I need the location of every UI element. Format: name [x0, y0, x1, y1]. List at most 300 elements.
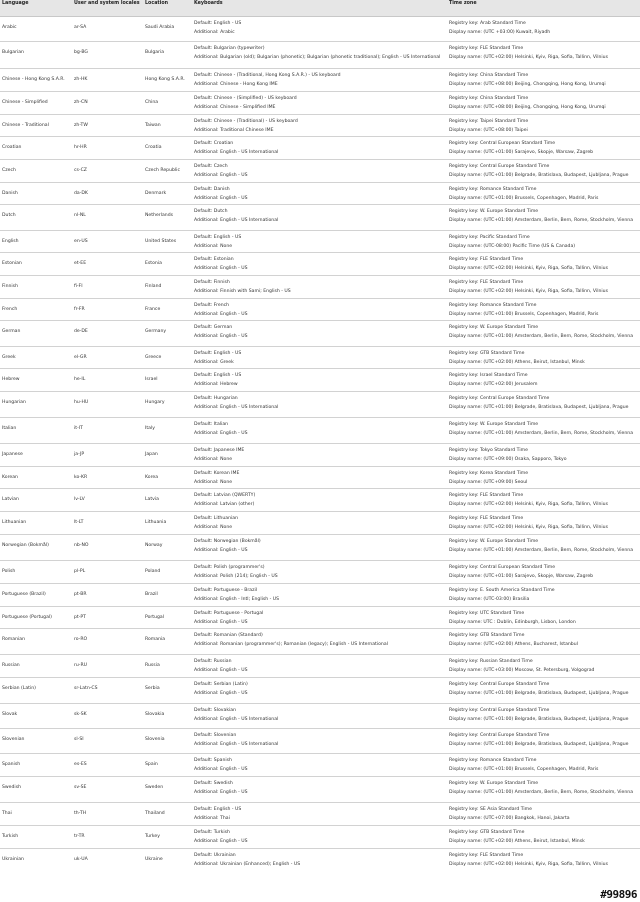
locale-code: da-DK: [74, 191, 88, 196]
locale-code: sl-SI: [74, 737, 84, 742]
timezone-display-name: Display name: (UTC+01:00) Sarajevo, Skopje, Warsaw, Zagreb: [449, 150, 594, 155]
locale-cell: [72, 69, 143, 92]
keyboards-cell: [192, 729, 447, 754]
table-row: [0, 160, 640, 183]
timezone-cell: [447, 69, 640, 92]
timezone-registry-key: Registry key: Central Europe Standard Time: [449, 733, 550, 738]
timezone-display-name: Display name: (UTC+01:00) Brussels, Copenhagen, Madrid, Paris: [449, 312, 599, 317]
keyboard-default: Default: Chinese - (Simplified) - US keyboard: [194, 96, 297, 101]
language-name: Thai: [2, 811, 12, 816]
locale-code: hu-HU: [74, 400, 89, 405]
location-cell: [143, 231, 192, 253]
keyboard-default: Default: Chinese - (Traditional, Hong Kong S.A.R.) - US keyboard: [194, 73, 341, 78]
keyboard-default: Default: English - US: [194, 373, 242, 378]
timezone-cell: [447, 849, 640, 872]
language-cell: [0, 92, 72, 115]
location-cell: [143, 69, 192, 92]
location-name: Sweden: [145, 785, 164, 790]
timezone-registry-key: Registry key: W. Europe Standard Time: [449, 781, 539, 786]
locale-code: nb-NO: [74, 543, 89, 548]
location-name: Poland: [145, 569, 161, 574]
keyboards-cell: [192, 17, 447, 42]
location-name: Portugal: [145, 615, 165, 620]
language-name: Chinese - Traditional: [2, 123, 49, 128]
locale-code: bg-BG: [74, 50, 88, 55]
timezone-display-name: Display name: (UTC+02:00) Athens, Bucharest, Istanbul: [449, 642, 578, 647]
language-cell: [0, 535, 72, 561]
language-name: Norwegian (Bokmål): [2, 543, 49, 548]
keyboards-cell: [192, 392, 447, 418]
timezone-registry-key: Registry key: Central Europe Standard Time: [449, 164, 550, 169]
location-cell: [143, 137, 192, 160]
locale-cell: [72, 276, 143, 299]
timezone-registry-key: Registry key: Romance Standard Time: [449, 303, 537, 308]
language-name: English: [2, 239, 19, 244]
keyboards-cell: [192, 777, 447, 803]
keyboard-default: Default: French: [194, 303, 230, 308]
language-name: Czech: [2, 168, 16, 173]
timezone-display-name: Display name: (UTC+02:00) Helsinki, Kyiv, Riga, Sofia, Tallinn, Vilnius: [449, 862, 608, 867]
locale-cell: [72, 299, 143, 321]
language-name: Korean: [2, 475, 18, 480]
keyboard-default: Default: Hungarian: [194, 396, 238, 401]
language-name: Finnish: [2, 284, 18, 289]
timezone-cell: [447, 678, 640, 704]
language-name: Ukrainian: [2, 857, 24, 862]
location-name: Israel: [145, 377, 158, 382]
header-keyboards: Keyboards: [192, 0, 447, 17]
location-name: Croatia: [145, 145, 162, 150]
language-cell: [0, 849, 72, 872]
location-name: Latvia: [145, 497, 159, 502]
language-cell: [0, 561, 72, 584]
keyboard-default: Default: Chinese - (Traditional) - US keyboard: [194, 119, 298, 124]
timezone-display-name: Display name: (UTC+08:00) Beijing, Chongqing, Hong Kong, Urumqi: [449, 82, 606, 87]
table-row: [0, 729, 640, 754]
keyboard-default: Default: English - US: [194, 807, 242, 812]
locale-code: lv-LV: [74, 497, 85, 502]
keyboard-default: Default: Italian: [194, 422, 229, 427]
locale-code: lt-LT: [74, 520, 84, 525]
locale-cell: [72, 777, 143, 803]
timezone-cell: [447, 369, 640, 392]
language-cell: [0, 183, 72, 205]
locale-code: ja-JP: [74, 452, 85, 457]
language-name: French: [2, 307, 18, 312]
timezone-registry-key: Registry key: China Standard Time: [449, 96, 529, 101]
keyboard-additional: Additional: English - US International: [194, 405, 279, 410]
header-timezone: Time zone: [447, 0, 640, 17]
keyboards-cell: [192, 69, 447, 92]
language-cell: [0, 655, 72, 678]
keyboard-additional: Additional: Latvian (other): [194, 502, 255, 507]
keyboard-additional: Additional: Ukrainian (Enhanced); English - US: [194, 862, 301, 867]
locale-code: ko-KR: [74, 475, 88, 480]
keyboard-additional: Additional: English - US: [194, 173, 248, 178]
timezone-display-name: Display name: (UTC+08:00) Taipei: [449, 128, 528, 133]
language-name: German: [2, 329, 21, 334]
language-cell: [0, 392, 72, 418]
table-row: [0, 369, 640, 392]
table-row: [0, 826, 640, 849]
timezone-display-name: Display name: (UTC+01:00) Amsterdam, Berlin, Bern, Rome, Stockholm, Vienna: [449, 334, 634, 339]
locale-cell: [72, 369, 143, 392]
location-name: Korea: [145, 475, 159, 480]
location-cell: [143, 299, 192, 321]
timezone-display-name: Display name: (UTC+01:00) Brussels, Copenhagen, Madrid, Paris: [449, 196, 599, 201]
timezone-registry-key: Registry key: Central European Standard Time: [449, 565, 556, 570]
keyboard-default: Default: Danish: [194, 187, 230, 192]
language-cell: [0, 276, 72, 299]
language-cell: [0, 777, 72, 803]
timezone-display-name: Display name: (UTC+02:00) Helsinki, Kyiv, Riga, Sofia, Tallinn, Vilnius: [449, 502, 608, 507]
keyboard-default: Default: Japanese IME: [194, 448, 245, 453]
timezone-registry-key: Registry key: Korea Standard Time: [449, 471, 529, 476]
locale-cell: [72, 347, 143, 369]
location-name: Czech Republic: [145, 168, 180, 173]
timezone-display-name: Display name: (UTC+08:00) Beijing, Chongqing, Hong Kong, Urumqi: [449, 105, 606, 110]
keyboard-default: Default: Serbian (Latin): [194, 682, 248, 687]
locale-cell: [72, 535, 143, 561]
table-row: [0, 678, 640, 704]
location-cell: [143, 444, 192, 467]
keyboard-default: Default: Latvian (QWERTY): [194, 493, 256, 498]
timezone-registry-key: Registry key: Israel Standard Time: [449, 373, 528, 378]
timezone-registry-key: Registry key: FLE Standard Time: [449, 853, 524, 858]
keyboard-default: Default: Bulgarian (typewriter): [194, 46, 265, 51]
timezone-cell: [447, 489, 640, 512]
table-row: [0, 183, 640, 205]
timezone-display-name: Display name: (UTC+01:00) Amsterdam, Berlin, Bern, Rome, Stockholm, Vienna: [449, 790, 634, 795]
watermark-label: #99896: [600, 888, 637, 901]
locale-code: pt-PT: [74, 615, 86, 620]
language-cell: [0, 115, 72, 137]
table-row: [0, 42, 640, 69]
timezone-registry-key: Registry key: FLE Standard Time: [449, 257, 524, 262]
language-name: Arabic: [2, 25, 17, 30]
locale-cell: [72, 826, 143, 849]
keyboard-default: Default: German: [194, 325, 233, 330]
timezone-registry-key: Registry key: GTB Standard Time: [449, 830, 525, 835]
language-cell: [0, 826, 72, 849]
location-cell: [143, 655, 192, 678]
location-cell: [143, 392, 192, 418]
locale-cell: [72, 321, 143, 347]
location-cell: [143, 183, 192, 205]
location-cell: [143, 160, 192, 183]
location-cell: [143, 849, 192, 872]
timezone-display-name: Display name: (UTC+07:00) Bangkok, Hanoi, Jakarta: [449, 816, 570, 821]
location-name: Thailand: [145, 811, 165, 816]
timezone-cell: [447, 253, 640, 276]
timezone-registry-key: Registry key: UTC Standard Time: [449, 611, 525, 616]
keyboards-cell: [192, 205, 447, 231]
location-cell: [143, 92, 192, 115]
location-cell: [143, 826, 192, 849]
table-row: [0, 849, 640, 872]
timezone-cell: [447, 392, 640, 418]
table-row: [0, 489, 640, 512]
locale-cell: [72, 467, 143, 489]
timezone-cell: [447, 561, 640, 584]
location-cell: [143, 629, 192, 655]
timezone-display-name: Display name: (UTC+02:00) Jerusalem: [449, 382, 538, 387]
keyboard-additional: Additional: Greek: [194, 360, 234, 365]
language-name: Romanian: [2, 637, 25, 642]
timezone-display-name: Display name: (UTC-03:00) Brasilia: [449, 597, 530, 602]
keyboard-additional: Additional: Finnish with Sami; English - US: [194, 289, 291, 294]
language-cell: [0, 42, 72, 69]
timezone-cell: [447, 42, 640, 69]
timezone-display-name: Display name: (UTC+01:00) Amsterdam, Berlin, Bern, Rome, Stockholm, Vienna: [449, 548, 634, 553]
keyboard-additional: Additional: English - US: [194, 312, 248, 317]
location-cell: [143, 512, 192, 535]
language-name: Slovenian: [2, 737, 25, 742]
table-row: [0, 467, 640, 489]
timezone-cell: [447, 444, 640, 467]
timezone-registry-key: Registry key: FLE Standard Time: [449, 493, 524, 498]
location-name: Turkey: [145, 834, 160, 839]
table-body: [0, 17, 640, 872]
language-cell: [0, 369, 72, 392]
locale-code: tr-TR: [74, 834, 85, 839]
locale-code: it-IT: [74, 426, 83, 431]
location-cell: [143, 253, 192, 276]
header-locales: User and system locales: [72, 0, 143, 17]
keyboards-cell: [192, 253, 447, 276]
timezone-display-name: Display name: (UTC-08:00) Pacific Time (US & Canada): [449, 244, 576, 249]
timezone-registry-key: Registry key: Taipei Standard Time: [449, 119, 529, 124]
timezone-display-name: Display name: (UTC+03:00) Moscow, St. Petersburg, Volgograd: [449, 668, 595, 673]
locale-cell: [72, 704, 143, 729]
timezone-registry-key: Registry key: W. Europe Standard Time: [449, 422, 539, 427]
table-row: [0, 321, 640, 347]
timezone-cell: [447, 535, 640, 561]
table-row: [0, 512, 640, 535]
language-cell: [0, 137, 72, 160]
timezone-cell: [447, 655, 640, 678]
timezone-cell: [447, 92, 640, 115]
keyboard-default: Default: Korean IME: [194, 471, 240, 476]
timezone-display-name: Display name: (UTC+02:00) Helsinki, Kyiv, Riga, Sofia, Tallinn, Vilnius: [449, 55, 608, 60]
timezone-display-name: Display name: (UTC+09:00) Seoul: [449, 480, 528, 485]
language-cell: [0, 754, 72, 777]
locale-cell: [72, 183, 143, 205]
location-cell: [143, 489, 192, 512]
timezone-cell: [447, 629, 640, 655]
timezone-display-name: Display name: (UTC+01:00) Amsterdam, Berlin, Bern, Rome, Stockholm, Vienna: [449, 218, 634, 223]
timezone-cell: [447, 512, 640, 535]
locale-cell: [72, 754, 143, 777]
language-cell: [0, 444, 72, 467]
locale-code: en-US: [74, 239, 88, 244]
language-name: Portuguese (Brazil): [2, 592, 46, 597]
table-row: [0, 607, 640, 629]
location-name: Greece: [145, 355, 162, 360]
locale-code: cs-CZ: [74, 168, 87, 173]
keyboard-additional: Additional: Chinese - Hong Kong IME: [194, 82, 278, 87]
language-cell: [0, 467, 72, 489]
timezone-registry-key: Registry key: FLE Standard Time: [449, 280, 524, 285]
table-row: [0, 535, 640, 561]
language-name: Portuguese (Portugal): [2, 615, 52, 620]
language-name: Chinese - Hong Kong S.A.R.: [2, 77, 65, 82]
location-name: Hungary: [145, 400, 165, 405]
language-name: Dutch: [2, 213, 16, 218]
locale-code: pl-PL: [74, 569, 86, 574]
keyboard-additional: Additional: Traditional Chinese IME: [194, 128, 274, 133]
location-name: Ukraine: [145, 857, 163, 862]
timezone-cell: [447, 803, 640, 826]
keyboards-cell: [192, 754, 447, 777]
timezone-cell: [447, 777, 640, 803]
keyboard-additional: Additional: English - US International: [194, 218, 279, 223]
keyboard-default: Default: Polish (programmer's): [194, 565, 265, 570]
timezone-cell: [447, 17, 640, 42]
header-language: Language: [0, 0, 72, 17]
timezone-registry-key: Registry key: W. Europe Standard Time: [449, 539, 539, 544]
table-row: [0, 299, 640, 321]
timezone-display-name: Display name: (UTC+02:00) Helsinki, Kyiv, Riga, Sofia, Tallinn, Vilnius: [449, 266, 608, 271]
locale-code: et-EE: [74, 261, 87, 266]
keyboards-cell: [192, 418, 447, 444]
locale-cell: [72, 678, 143, 704]
keyboards-cell: [192, 826, 447, 849]
table-row: [0, 17, 640, 42]
locale-cell: [72, 489, 143, 512]
timezone-registry-key: Registry key: FLE Standard Time: [449, 46, 524, 51]
language-name: Hungarian: [2, 400, 26, 405]
language-cell: [0, 512, 72, 535]
table-row: [0, 205, 640, 231]
language-cell: [0, 607, 72, 629]
language-cell: [0, 299, 72, 321]
language-name: Estonian: [2, 261, 22, 266]
language-cell: [0, 678, 72, 704]
locale-cell: [72, 42, 143, 69]
timezone-display-name: Display name: (UTC+02:00) Athens, Beirut, Istanbul, Minsk: [449, 839, 585, 844]
keyboard-default: Default: Turkish: [194, 830, 230, 835]
locale-code: el-GR: [74, 355, 87, 360]
locale-cell: [72, 561, 143, 584]
locale-cell: [72, 115, 143, 137]
language-name: Croatian: [2, 145, 22, 150]
locale-code: uk-UA: [74, 857, 88, 862]
keyboard-additional: Additional: English - US: [194, 266, 248, 271]
language-name: Russian: [2, 663, 20, 668]
language-name: Chinese - Simplified: [2, 100, 48, 105]
locale-cell: [72, 584, 143, 607]
locale-code: sv-SE: [74, 785, 87, 790]
location-name: France: [145, 307, 161, 312]
keyboards-cell: [192, 535, 447, 561]
timezone-display-name: Display name: (UTC+01:00) Belgrade, Bratislava, Budapest, Ljubljana, Prague: [449, 717, 629, 722]
keyboards-cell: [192, 704, 447, 729]
locale-code: th-TH: [74, 811, 87, 816]
keyboards-cell: [192, 607, 447, 629]
table-row: [0, 418, 640, 444]
location-name: United States: [145, 239, 177, 244]
locale-cell: [72, 137, 143, 160]
keyboard-additional: Additional: None: [194, 457, 233, 462]
timezone-registry-key: Registry key: Romance Standard Time: [449, 758, 537, 763]
locale-cell: [72, 444, 143, 467]
location-cell: [143, 678, 192, 704]
keyboard-additional: Additional: English - US: [194, 790, 248, 795]
locale-cell: [72, 655, 143, 678]
locale-cell: [72, 849, 143, 872]
table-row: [0, 231, 640, 253]
keyboard-default: Default: Slovakian: [194, 708, 236, 713]
location-cell: [143, 607, 192, 629]
keyboard-default: Default: English - US: [194, 351, 242, 356]
locale-code: he-IL: [74, 377, 86, 382]
keyboards-cell: [192, 137, 447, 160]
keyboard-additional: Additional: English - US: [194, 548, 248, 553]
keyboard-additional: Additional: English - US International: [194, 742, 279, 747]
language-name: Latvian: [2, 497, 19, 502]
keyboard-additional: Additional: None: [194, 244, 233, 249]
timezone-registry-key: Registry key: W. Europe Standard Time: [449, 209, 539, 214]
language-cell: [0, 803, 72, 826]
locale-cell: [72, 392, 143, 418]
keyboard-default: Default: Russian: [194, 659, 232, 664]
keyboard-default: Default: Spanish: [194, 758, 232, 763]
location-cell: [143, 347, 192, 369]
location-name: Germany: [145, 329, 167, 334]
locale-code: ar-SA: [74, 25, 87, 30]
table-row: [0, 561, 640, 584]
location-name: Brazil: [145, 592, 158, 597]
language-name: Greek: [2, 355, 16, 360]
locale-cell: [72, 629, 143, 655]
location-name: Estonia: [145, 261, 162, 266]
location-name: Japan: [145, 452, 158, 457]
locale-code: zh-HK: [74, 77, 88, 82]
language-name: Turkish: [2, 834, 19, 839]
location-cell: [143, 754, 192, 777]
timezone-registry-key: Registry key: GTB Standard Time: [449, 351, 525, 356]
keyboards-cell: [192, 803, 447, 826]
language-cell: [0, 160, 72, 183]
keyboard-additional: Additional: None: [194, 480, 233, 485]
keyboards-cell: [192, 584, 447, 607]
keyboards-cell: [192, 512, 447, 535]
keyboards-cell: [192, 444, 447, 467]
keyboard-default: Default: Romanian (Standard): [194, 633, 263, 638]
language-cell: [0, 704, 72, 729]
keyboards-cell: [192, 160, 447, 183]
table-row: [0, 444, 640, 467]
locale-code: zh-CN: [74, 100, 88, 105]
timezone-display-name: Display name: (UTC+01:00) Belgrade, Bratislava, Budapest, Ljubljana, Prague: [449, 405, 629, 410]
timezone-display-name: Display name: (UTC+01:00) Belgrade, Bratislava, Budapest, Ljubljana, Prague: [449, 742, 629, 747]
timezone-registry-key: Registry key: Central Europe Standard Time: [449, 708, 550, 713]
location-name: Denmark: [145, 191, 167, 196]
table-row: [0, 655, 640, 678]
timezone-registry-key: Registry key: Central Europe Standard Time: [449, 682, 550, 687]
timezone-registry-key: Registry key: Tokyo Standard Time: [449, 448, 528, 453]
keyboards-cell: [192, 231, 447, 253]
timezone-registry-key: Registry key: FLE Standard Time: [449, 516, 524, 521]
language-name: Serbian (Latin): [2, 686, 36, 691]
timezone-registry-key: Registry key: Central European Standard Time: [449, 141, 556, 146]
keyboards-cell: [192, 321, 447, 347]
timezone-registry-key: Registry key: E. South America Standard Time: [449, 588, 555, 593]
locale-cell: [72, 231, 143, 253]
location-cell: [143, 803, 192, 826]
timezone-cell: [447, 347, 640, 369]
